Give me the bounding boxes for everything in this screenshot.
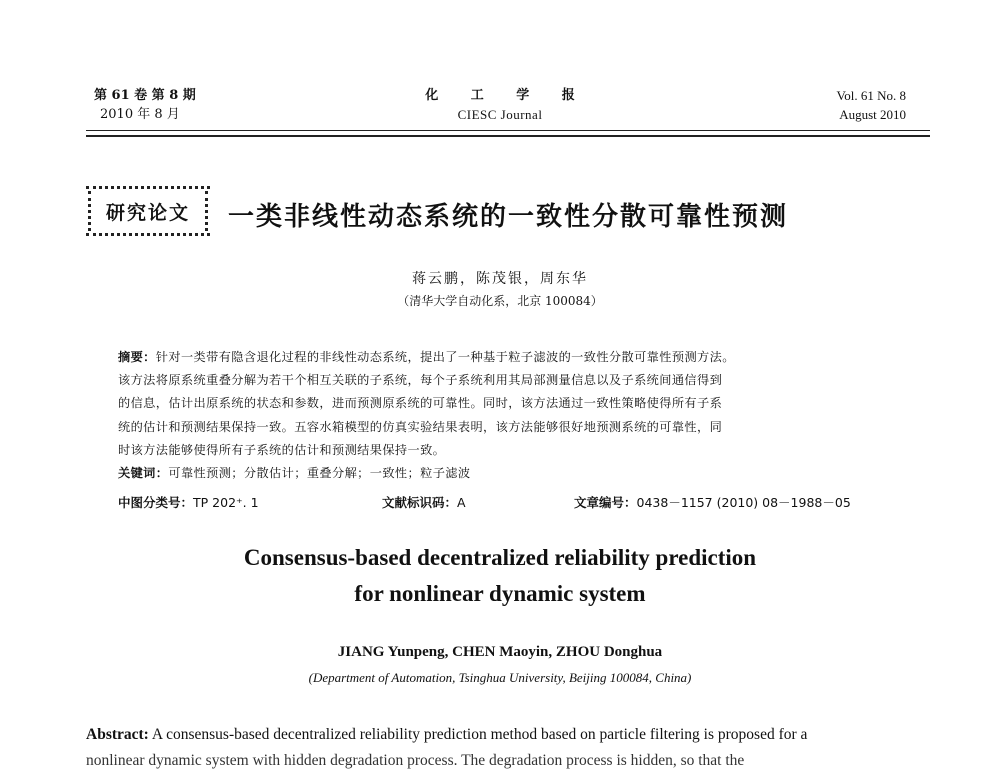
abstract-cn-line: 的信息，估计出原系统的状态和参数，进而预测原系统的可靠性。同时，该方法通过一致性策略使得所有子系 [118,396,723,411]
article-title-en-line1: Consensus-based decentralized reliability prediction [243,545,757,570]
abstract-cn-label: 摘要： [118,350,156,364]
authors-cn: 蒋云鹏，陈茂银，周东华 [412,271,588,287]
header-rule-thick [86,135,930,137]
document-code: 文献标识码：A [382,495,466,510]
header-rule-thin [86,130,930,131]
section-badge: 研究论文 [86,186,210,236]
abstract-en-line2: nonlinear dynamic system with hidden degradation process. The degradation process is hidden, so that the [86,752,745,769]
header-issue-en [837,86,906,124]
article-title-cn: 一类非线性动态系统的一致性分散可靠性预测 [228,202,789,232]
abstract-en-line1: A consensus-based decentralized reliability prediction method based on particle filtering is proposed for a [151,726,808,743]
abstract-cn [118,346,878,485]
article-title-en-line2: for nonlinear dynamic system [354,581,646,606]
abstract-cn-line: 时该方法能够使得所有子系统的估计和预测结果保持一致。 [118,442,446,457]
abstract-en [86,722,930,769]
header-date-en: August 2010 [839,107,906,122]
header-volume-cn: 第 61 卷 第 8 期 [94,88,196,103]
affiliation-en: (Department of Automation, Tsinghua University, Beijing 100084, China) [308,670,692,685]
header-journal [86,86,914,124]
article-id: 文章编号：0438－1157 (2010) 08－1988－05 [574,495,851,510]
abstract-cn-line: 统的估计和预测结果保持一致。五容水箱模型的仿真实验结果表明，该方法能够很好地预测系统的可靠性，同 [118,419,723,434]
abstract-cn-line: 该方法将原系统重叠分解为若干个相互关联的子系统，每个子系统利用其局部测量信息以及子系统间通信得到 [118,373,723,388]
abstract-cn-line: 摘要：针对一类带有隐含退化过程的非线性动态系统，提出了一种基于粒子滤波的一致性分散可靠性预测方法。 [118,350,735,364]
running-header [86,86,914,126]
article-title-en [0,540,1000,612]
header-volume-en: Vol. 61 No. 8 [836,88,906,103]
header-journal-cn: 化 工 学 报 [425,88,589,103]
abstract-en-label: Abstract: [86,726,149,743]
header-date-cn: 2010 年 8 月 [100,107,180,122]
keywords-cn [118,462,878,485]
authors-en: JIANG Yunpeng, CHEN Maoyin, ZHOU Donghua [337,644,663,660]
keywords-cn-label: 关键词： [118,466,169,481]
keywords-cn-value: 可靠性预测；分散估计；重叠分解；一致性；粒子滤波 [168,466,471,481]
affiliation-cn: （清华大学自动化系，北京 100084） [397,294,603,308]
header-journal-en: CIESC Journal [457,107,543,122]
clc-number: 中图分类号：TP 202⁺. 1 [118,495,259,510]
